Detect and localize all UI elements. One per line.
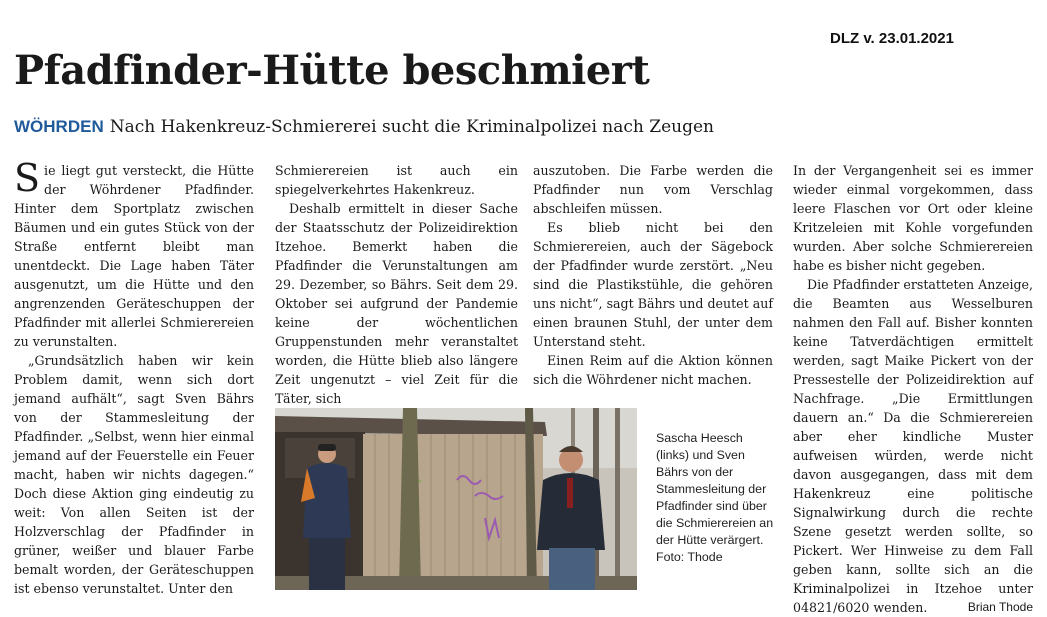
article-column-2 <box>275 161 518 408</box>
location-kicker: WÖHRDEN <box>14 117 104 136</box>
article-column-4 <box>793 161 1033 617</box>
article-column-3 <box>533 161 773 389</box>
paragraph: Sie liegt gut versteckt, die Hütte der Wöhrdener Pfadfinder. Hinter dem Sportplatz zwischen Bäumen und ein gutes Stück von der Straße entfernt bleibt man unentdeckt. Die Lage haben Täter ausgenutzt, um die Hütte und den angrenzenden Geräteschuppen der Pfadfinder mit allerlei Schmierereien zu verunstalten. <box>14 156 254 349</box>
drop-cap: S <box>14 156 41 200</box>
paragraph: Deshalb ermittelt in dieser Sache der Staatsschutz der Polizeidirektion Itzehoe. Bemerkt haben die Pfadfinder die Verunstaltungen am 29. Dezember, so Bährs. Seit dem 29. Oktober sei aufgrund der Pandemie keine der wöchentlichen Gruppenstunden mehr veranstaltet worden, die Hütte blieb also längere Zeit ungenutzt – viel Zeit für die Täter, sich <box>275 201 518 406</box>
subheadline-row <box>14 117 714 137</box>
paragraph: Es blieb nicht bei den Schmierereien, auch der Sägebock der Pfadfinder wurde zerstört. „Neu sind die Plastikstühle, die gehören uns nicht“, sagt Bährs und deutet auf einen braunen Stuhl, der unter dem Unterstand steht. <box>533 220 773 349</box>
paragraph: Schmierereien ist auch ein spiegelverkehrtes Hakenkreuz. <box>275 163 518 197</box>
paragraph: „Grundsätzlich haben wir kein Problem damit, wenn sich dort jemand aufhält“, sagt Sven Bährs von der Stammesleitung der Pfadfinder. „Selbst, wenn hier einmal jemand auf der Feuerstelle ein Feuer macht, haben wir nichts dagegen.“ Doch diese Aktion ging eindeutig zu weit: Von allen Seiten ist der Holzverschlag der Pfadfinder in grüner, weißer und blauer Farbe bemalt worden, der Geräteschuppen ist ebenso verunstaltet. Unter den <box>14 353 254 596</box>
paragraph: In der Vergangenheit sei es immer wieder einmal vorgekommen, dass leere Flaschen vor Ort oder kleine Kritzeleien mit Kohle vorgefunden wurden. Aber solche Schmierereien habe es bisher nicht gegeben. <box>793 163 1033 273</box>
subheadline: Nach Hakenkreuz-Schmiererei sucht die Kriminalpolizei nach Zeugen <box>109 117 714 137</box>
article-photo <box>275 408 637 590</box>
dateline: DLZ v. 23.01.2021 <box>830 30 954 47</box>
photo-credit: Foto: Thode <box>656 550 723 564</box>
author-byline: Brian Thode <box>967 600 1033 614</box>
photo-caption <box>656 430 776 566</box>
article-column-1 <box>14 156 254 598</box>
caption-text: Sascha Heesch (links) und Sven Bährs von der Stammesleitung der Pfadfinder sind über die Schmierereien an der Hütte verärgert. <box>656 431 774 547</box>
paragraph: auszutoben. Die Farbe werden die Pfadfinder nun vom Verschlag abschleifen müssen. <box>533 163 773 216</box>
headline: Pfadfinder-Hütte beschmiert <box>14 47 650 94</box>
paragraph: Die Pfadfinder erstatteten Anzeige, die Beamten aus Wesselburen nahmen den Fall auf. Bisher konnten keine Tatverdächtigen ermittelt werden, sagt Maike Pickert von der Pressestelle der Polizeidirektion auf Nachfrage. „Die Ermittlungen dauern an.“ Da die Schmierereien aber eher kindliche Muster aufweisen würden, werde nicht davon ausgegangen, dass mit dem Hakenkreuz eine politische Signalwirkung durch die rechte Szene gesetzt werden sollte, so Pickert. Wer Hinweise zu dem Fall geben kann, sollte sich an die Kriminalpolizei in Itzehoe unter 04821/6020 wenden. Brian Thode <box>793 277 1033 615</box>
paragraph: Einen Reim auf die Aktion können sich die Wöhrdener nicht machen. <box>533 353 773 387</box>
